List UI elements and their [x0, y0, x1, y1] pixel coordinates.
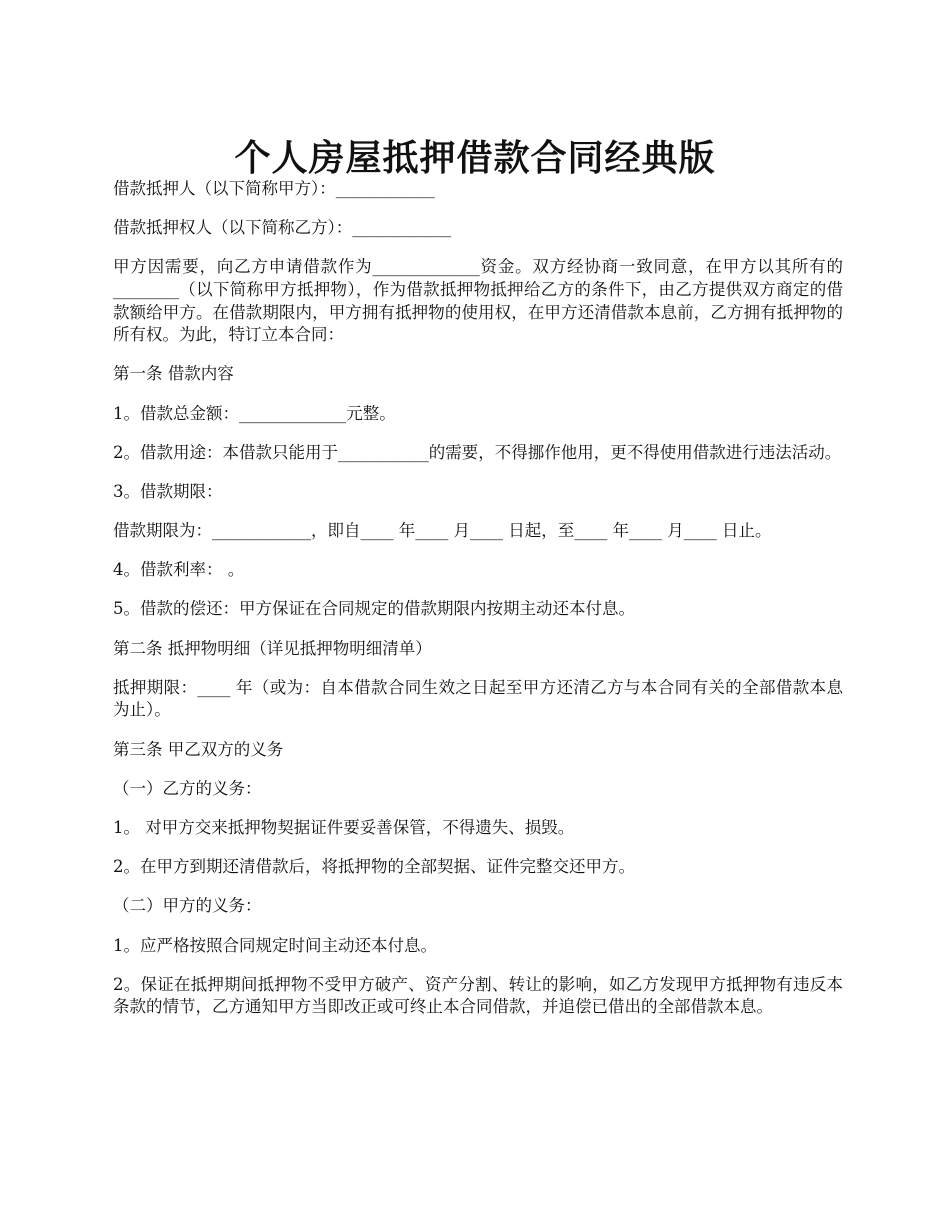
party-b-line: 借款抵押权人（以下简称乙方）：____________	[113, 218, 452, 238]
article-3-heading: 第三条 甲乙双方的义务	[113, 739, 284, 759]
preamble-paragraph: 甲方因需要，向乙方申请借款作为_____________资金。双方经协商一致同意，在甲方以其所有的________（以下简称甲方抵押物），作为借款抵押物抵押给乙方的条件下，由乙方提供双方商定的借款额给甲方。在借款期限内，甲方拥有抵押物的使用权，在甲方还清借款本息前，乙方拥有抵押物的所有权。为此，特订立本合同：	[113, 257, 843, 345]
loan-term-clause: 借款期限为：____________，即自____ 年____ 月____ 日起，至____ 年____ 月____ 日止。	[113, 521, 772, 541]
party-b-obligation-1: 1。 对甲方交来抵押物契据证件要妥善保管，不得遗失、损毁。	[113, 818, 575, 837]
repayment-clause: 5。借款的偿还：甲方保证在合同规定的借款期限内按期主动还本付息。	[113, 599, 635, 619]
article-1-heading: 第一条 借款内容	[113, 364, 234, 384]
party-a-obligation-1: 1。应严格按照合同规定时间主动还本付息。	[113, 935, 437, 955]
document-title: 个人房屋抵押借款合同经典版	[234, 137, 716, 180]
loan-term-heading: 3。借款期限：	[113, 481, 223, 501]
party-a-line: 借款抵押人（以下简称甲方）：____________	[113, 179, 435, 198]
loan-purpose-clause: 2。借款用途：本借款只能用于___________的需要，不得挪作他用，更不得使用借款进行违法活动。	[113, 442, 842, 462]
party-a-obligations-heading: （二）甲方的义务：	[113, 896, 262, 916]
article-2-heading: 第二条 抵押物明细（详见抵押物明细清单）	[113, 638, 432, 658]
document-body	[113, 178, 843, 1036]
interest-rate-clause: 4。借款利率： 。	[113, 560, 245, 580]
mortgage-term-clause: 抵押期限：____ 年（或为：自本借款合同生效之日起至甲方还清乙方与本合同有关的全部借款本息为止）。	[113, 677, 843, 720]
loan-amount-clause: 1。借款总金额：_____________元整。	[113, 403, 396, 423]
party-b-obligation-2: 2。在甲方到期还清借款后，将抵押物的全部契据、证件完整交还甲方。	[113, 857, 635, 877]
party-b-obligations-heading: （一）乙方的义务：	[113, 778, 262, 798]
party-a-obligation-2: 2。保证在抵押期间抵押物不受甲方破产、资产分割、转让的影响，如乙方发现甲方抵押物有违反本条款的情节，乙方通知甲方当即改正或可终止本合同借款，并追偿已借出的全部借款本息。	[113, 974, 843, 1017]
